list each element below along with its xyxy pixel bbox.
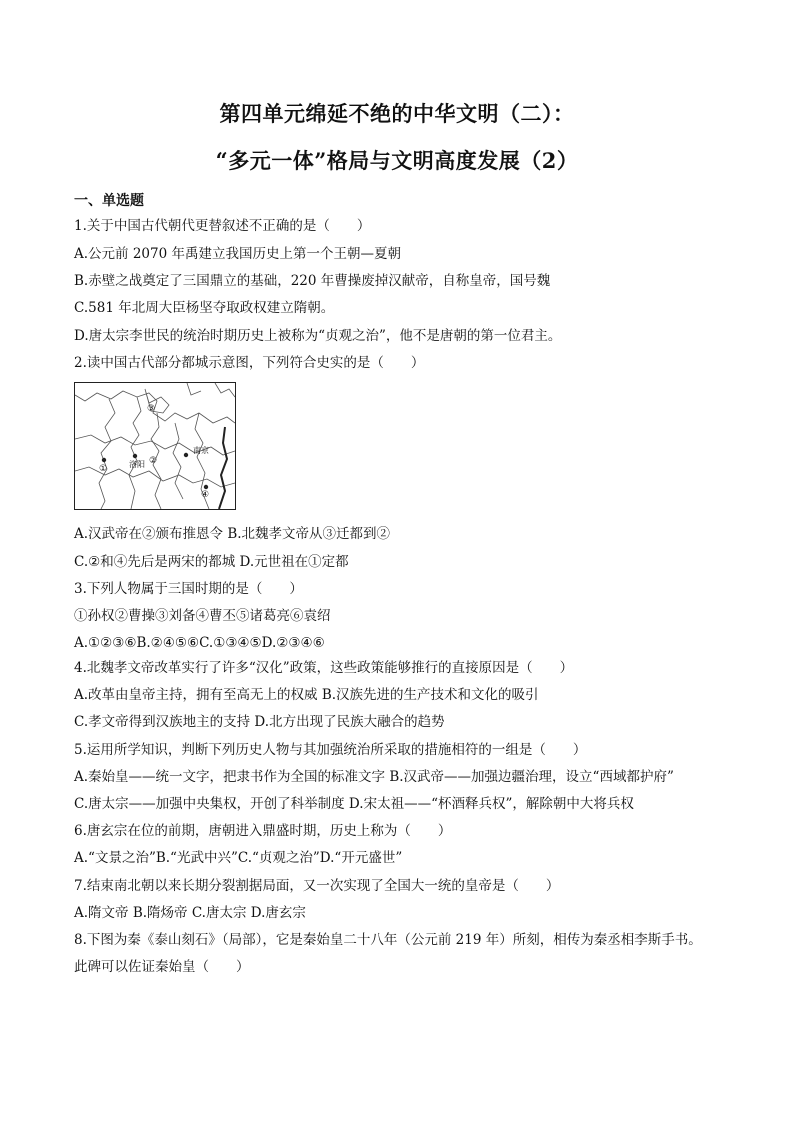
q5-options-cd: C.唐太宗——加强中央集权，开创了科举制度 D.宋太祖——“杯酒释兵权”，解除朝中大将兵权	[74, 796, 634, 812]
question-8: 8.下图为秦《泰山刻石》（局部），它是秦始皇二十八年（公元前 219 年）所刻，相传为秦丞相李斯手书。	[74, 932, 702, 948]
map-label-nanjing: 南京	[193, 446, 209, 455]
page-title: 第四单元绵延不绝的中华文明（二）：	[219, 101, 575, 126]
map-marker-1: ①	[99, 464, 108, 474]
q1-option-a: A.公元前 2070 年禹建立我国历史上第一个王朝—夏朝	[74, 246, 401, 262]
q4-options-cd: C.孝文帝得到汉族地主的支持 D.北方出现了民族大融合的趋势	[74, 714, 445, 730]
map-marker-4: ④	[201, 490, 210, 500]
question-7: 7.结束南北朝以来长期分裂割据局面，又一次实现了全国大一统的皇帝是（ ）	[74, 878, 560, 894]
q3-people-list: ①孙权②曹操③刘备④曹丕⑤诸葛亮⑥袁绍	[74, 608, 331, 624]
question-6: 6.唐玄宗在位的前期，唐朝进入鼎盛时期，历史上称为（ ）	[74, 823, 452, 839]
map-marker-2: ②	[149, 456, 158, 466]
question-3: 3.下列人物属于三国时期的是（ ）	[74, 581, 303, 597]
q4-options-ab: A.改革由皇帝主持，拥有至高无上的权威 B.汉族先进的生产技术和文化的吸引	[74, 687, 539, 703]
question-1: 1.关于中国古代朝代更替叙述不正确的是（ ）	[74, 218, 371, 234]
capital-map-figure	[74, 382, 236, 510]
q1-option-d: D.唐太宗李世民的统治时期历史上被称为“贞观之治”，他不是唐朝的第一位君主。	[74, 328, 562, 344]
question-2: 2.读中国古代部分都城示意图，下列符合史实的是（ ）	[74, 355, 425, 371]
q7-options: A.隋文帝 B.隋炀帝 C.唐太宗 D.唐玄宗	[74, 905, 306, 921]
q2-options-cd: C.②和④先后是两宋的都城 D.元世祖在①定都	[74, 554, 349, 570]
section-heading: 一、单选题	[74, 193, 144, 209]
map-drawing	[75, 383, 235, 509]
q2-options-ab: A.汉武帝在②颁布推恩令 B.北魏孝文帝从③迁都到②	[74, 526, 391, 542]
page-subtitle: “多元一体”格局与文明高度发展（2）	[215, 148, 579, 173]
q5-options-ab: A.秦始皇——统一文字，把隶书作为全国的标准文字 B.汉武帝——加强边疆治理，设立“西域都护府”	[74, 769, 674, 785]
question-5: 5.运用所学知识，判断下列历史人物与其加强统治所采取的措施相符的一组是（ ）	[74, 742, 587, 758]
question-4: 4.北魏孝文帝改革实行了许多“汉化”政策，这些政策能够推行的直接原因是（ ）	[74, 660, 574, 676]
q1-option-c: C.581 年北周大臣杨坚夺取政权建立隋朝。	[74, 300, 335, 316]
q1-option-b: B.赤壁之战奠定了三国鼎立的基础，220 年曹操废掉汉献帝，自称皇帝，国号魏	[74, 273, 551, 289]
map-marker-3: ③	[147, 404, 156, 414]
q3-options: A.①②③⑥B.②④⑤⑥C.①③④⑤D.②③④⑥	[74, 635, 325, 651]
question-8-cont: 此碑可以佐证秦始皇（ ）	[74, 959, 250, 975]
q6-options: A.“文景之治”B.“光武中兴”C.“贞观之治”D.“开元盛世”	[74, 850, 403, 866]
map-label-luoyang: 洛阳	[129, 460, 145, 469]
